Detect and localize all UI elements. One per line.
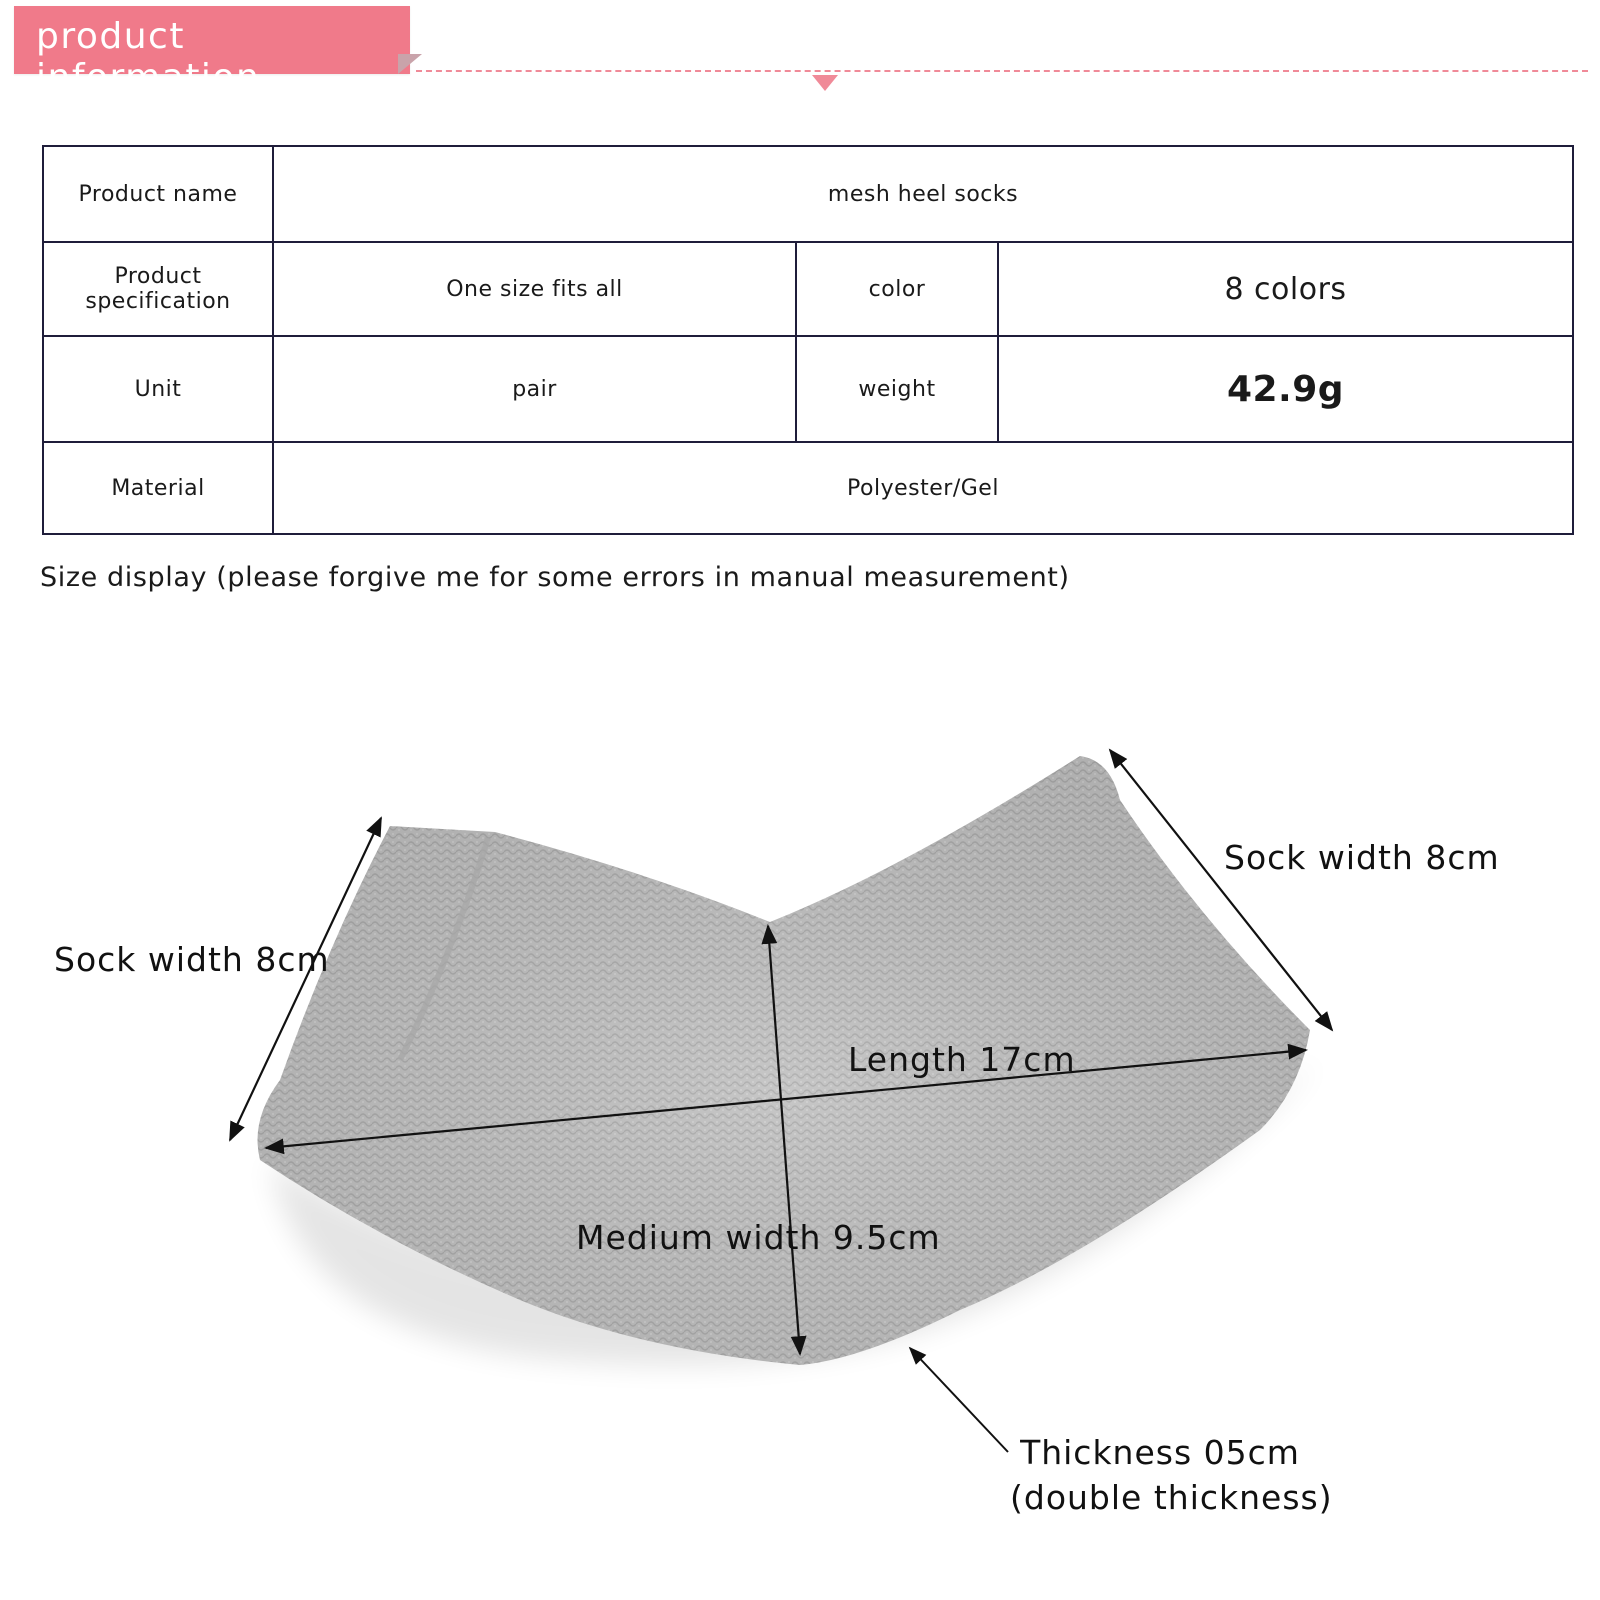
product-name-cell (273, 146, 1573, 242)
section-title: product information (36, 16, 261, 98)
color-label: color (796, 242, 998, 336)
unit-label: Unit (43, 336, 273, 442)
thickness-sub-label: (double thickness) (1010, 1478, 1333, 1517)
table-row (43, 146, 1573, 242)
product-spec-value: One size fits all (273, 242, 796, 336)
header-divider-notch (812, 75, 838, 91)
weight-value: 42.9g (998, 336, 1573, 442)
header-dashed-divider (416, 70, 1588, 72)
medium-width-label: Medium width 9.5cm (576, 1218, 941, 1257)
material-label: Material (43, 442, 273, 534)
thickness-label: Thickness 05cm (1020, 1433, 1300, 1472)
size-display-note: Size display (please forgive me for some errors in manual measurement) (40, 562, 1070, 593)
section-header-tab (14, 6, 410, 98)
unit-value: pair (273, 336, 796, 442)
color-value: 8 colors (998, 242, 1573, 336)
product-name-label: Product name (43, 146, 273, 242)
sock-width-left-label: Sock width 8cm (54, 940, 330, 979)
table-row (43, 336, 1573, 442)
sock-width-right-label: Sock width 8cm (1224, 838, 1500, 877)
table-row (43, 442, 1573, 534)
material-value: Polyester/Gel (847, 475, 999, 501)
product-name-value: mesh heel socks (827, 181, 1019, 207)
material-cell (273, 442, 1573, 534)
length-label: Length 17cm (848, 1040, 1076, 1079)
table-row (43, 242, 1573, 336)
product-spec-label: Product specification (43, 242, 273, 336)
thickness-arrow (910, 1348, 1008, 1452)
weight-label: weight (796, 336, 998, 442)
product-spec-table (42, 145, 1574, 535)
